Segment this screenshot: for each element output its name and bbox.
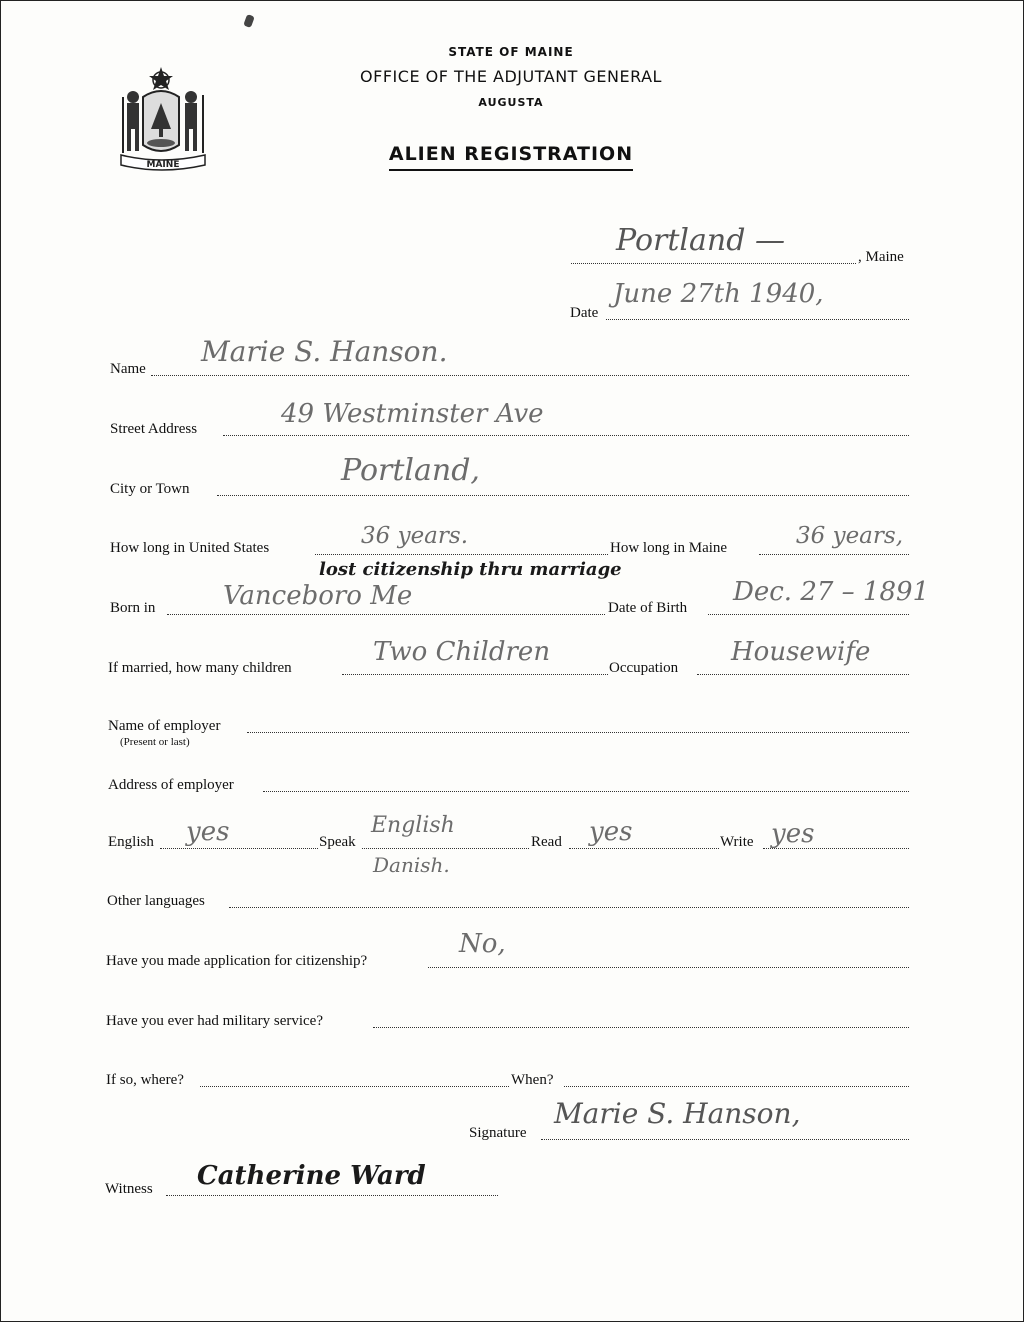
english-value: yes	[186, 817, 230, 847]
name-value: Marie S. Hanson.	[201, 335, 448, 368]
maine-label: , Maine	[858, 249, 904, 265]
how-long-maine-line	[759, 554, 909, 555]
occupation-line	[697, 674, 909, 675]
how-long-maine-value: 36 years,	[796, 523, 904, 549]
street-value: 49 Westminster Ave	[281, 399, 544, 429]
how-long-us-line	[315, 554, 608, 555]
read-label: Read	[531, 834, 562, 850]
other-languages-line	[229, 907, 909, 908]
where-line	[200, 1086, 509, 1087]
born-in-value: Vanceboro Me	[223, 581, 413, 611]
employer-name-label: Name of employer	[108, 718, 221, 734]
read-value: yes	[589, 817, 633, 847]
military-line	[373, 1027, 909, 1028]
witness-value: Catherine Ward	[197, 1161, 426, 1191]
how-long-us-label: How long in United States	[110, 540, 270, 556]
maine-state-seal	[113, 57, 225, 187]
born-in-label: Born in	[110, 600, 156, 616]
state-heading: STATE OF MAINE	[448, 45, 574, 59]
employer-name-sublabel: (Present or last)	[120, 736, 190, 748]
svg-text:MAINE: MAINE	[146, 160, 180, 170]
children-label: If married, how many children	[108, 660, 292, 676]
city-value: Portland,	[341, 453, 480, 488]
name-line	[151, 375, 909, 376]
how-long-us-value: 36 years.	[361, 523, 469, 549]
speak-value: English	[371, 813, 455, 838]
place-value: Portland —	[616, 223, 785, 258]
write-label: Write	[720, 834, 754, 850]
speak-label: Speak	[319, 834, 356, 850]
occupation-value: Housewife	[731, 637, 871, 667]
ink-speck	[243, 14, 255, 28]
street-label: Street Address	[110, 421, 198, 437]
when-label: When?	[511, 1072, 554, 1088]
date-label: Date	[570, 305, 599, 321]
military-label: Have you ever had military service?	[106, 1013, 323, 1029]
city-heading: AUGUSTA	[478, 96, 544, 109]
english-label: English	[108, 834, 154, 850]
employer-name-line	[247, 732, 909, 733]
when-line	[564, 1086, 909, 1087]
date-line	[606, 319, 909, 320]
children-value: Two Children	[373, 637, 551, 667]
city-label: City or Town	[110, 481, 190, 497]
other-languages-label: Other languages	[107, 893, 205, 909]
employer-address-line	[263, 791, 909, 792]
dob-value: Dec. 27 – 1891	[733, 577, 930, 607]
where-label: If so, where?	[106, 1072, 184, 1088]
signature-value: Marie S. Hanson,	[554, 1097, 801, 1130]
citizenship-line	[428, 967, 909, 968]
form-title: ALIEN REGISTRATION	[251, 143, 771, 165]
citizenship-value: No,	[459, 929, 506, 959]
children-line	[342, 674, 608, 675]
signature-label: Signature	[469, 1125, 527, 1141]
citizenship-note: lost citizenship thru marriage	[319, 559, 622, 580]
street-line	[223, 435, 909, 436]
occupation-label: Occupation	[609, 660, 679, 676]
place-line	[571, 263, 856, 264]
witness-label: Witness	[105, 1181, 153, 1197]
employer-address-label: Address of employer	[108, 777, 234, 793]
read-line	[569, 848, 719, 849]
speak-second-value: Danish.	[373, 853, 450, 877]
dob-label: Date of Birth	[608, 600, 688, 616]
english-line	[160, 848, 318, 849]
speak-line	[362, 848, 529, 849]
office-heading: OFFICE OF THE ADJUTANT GENERAL	[360, 67, 662, 86]
write-value: yes	[771, 819, 815, 849]
born-in-line	[167, 614, 605, 615]
name-label: Name	[110, 361, 146, 377]
witness-line	[166, 1195, 498, 1196]
city-line	[217, 495, 909, 496]
citizenship-label: Have you made application for citizenship?	[106, 953, 368, 969]
how-long-maine-label: How long in Maine	[610, 540, 728, 556]
date-value: June 27th 1940,	[613, 279, 824, 309]
signature-line	[541, 1139, 909, 1140]
dob-line	[708, 614, 909, 615]
